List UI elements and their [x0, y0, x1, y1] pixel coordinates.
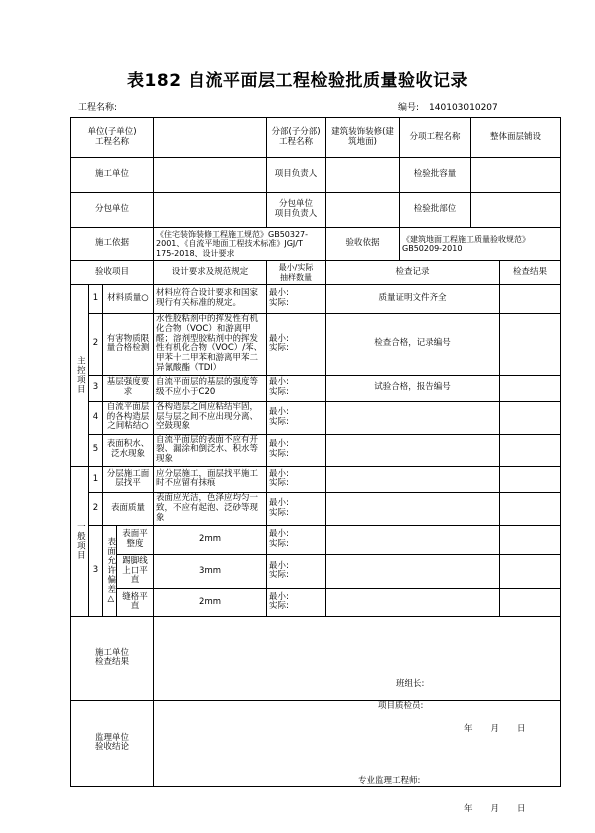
team-leader-label: 班组长: — [396, 679, 425, 690]
construction-result-area[interactable] — [154, 616, 561, 735]
item-record[interactable] — [326, 588, 500, 616]
item-requirement: 水性胶粘剂中的挥发性有机化合物（VOC）和游离甲醛；溶剂型胶粘剂中的挥发性有机化合物（VOC）/苯、甲苯十二甲苯和游离甲苯二异氰酸酯（TDI） — [154, 314, 267, 376]
table-row — [71, 554, 561, 588]
deviation-value: 3mm — [154, 554, 267, 588]
inspection-form-table — [70, 117, 561, 815]
unit-name-label: 单位(子单位) 工程名称 — [71, 118, 154, 158]
item-sample: 最小: 实际: — [267, 492, 326, 525]
item-requirement: 材料应符合设计要求和国家现行有关标准的规定。 — [154, 285, 267, 314]
subdivision-label: 分部(子分部) 工程名称 — [267, 118, 326, 158]
header-row-subcontract — [71, 193, 561, 228]
item-record — [326, 401, 500, 434]
quality-inspector-label: 项目质检员: — [378, 701, 424, 712]
batch-part-value[interactable] — [471, 193, 561, 228]
item-record[interactable] — [326, 466, 500, 492]
construction-date: 年 月 日 — [464, 724, 526, 735]
col-sample-header: 最小/实际 抽样数量 — [267, 261, 326, 285]
item-number: 3 — [89, 525, 103, 616]
column-header-row — [71, 261, 561, 285]
construction-unit-value[interactable] — [154, 158, 267, 193]
header-row-unit — [71, 118, 561, 158]
subitem-label: 分项工程名称 — [400, 118, 471, 158]
item-requirement: 自流平面层的表面不应有开裂、漏涂和倒泛水、积水等现象 — [154, 434, 267, 466]
page-title: 表182 自流平面层工程检验批质量验收记录 — [127, 71, 468, 91]
project-manager-value[interactable] — [326, 158, 400, 193]
deviation-value: 2mm — [154, 525, 267, 554]
col-requirement-header: 设计要求及规范规定 — [154, 261, 267, 285]
item-sample: 最小: 实际: — [267, 525, 326, 554]
supervision-row — [71, 700, 561, 786]
col-record-header: 检查记录 — [326, 261, 500, 285]
item-record: 试验合格，报告编号 — [326, 375, 500, 401]
construction-unit-label: 施工单位 — [71, 158, 154, 193]
table-row — [71, 588, 561, 616]
item-record[interactable] — [326, 525, 500, 554]
item-result[interactable] — [500, 588, 561, 616]
item-sample: 最小: 实际: — [267, 466, 326, 492]
supervisor-label: 专业监理工程师: — [358, 776, 421, 787]
basis-value: 《住宅装饰装修工程施工规范》GB50327-2001、《自流平地面工程技术标准》JGJ/T 175-2018、设计要求 — [154, 228, 326, 261]
batch-capacity-label: 检验批容量 — [400, 158, 471, 193]
deviation-item-name: 踢脚线上口平直 — [117, 554, 154, 588]
deviation-group-label: 表面允许偏差△ — [103, 525, 117, 616]
item-name: 自流平面层的各构造层之间粘结○ — [103, 401, 154, 434]
table-row — [71, 466, 561, 492]
item-name: 基层强度要求 — [103, 375, 154, 401]
item-result[interactable] — [500, 314, 561, 376]
item-record[interactable] — [326, 492, 500, 525]
supervision-date: 年 月 日 — [464, 804, 526, 815]
project-manager-label: 项目负责人 — [267, 158, 326, 193]
batch-part-label: 检验批部位 — [400, 193, 471, 228]
table-row — [71, 375, 561, 401]
subcontract-manager-value[interactable] — [326, 193, 400, 228]
item-number: 2 — [89, 492, 103, 525]
supervision-label: 监理单位 验收结论 — [71, 700, 154, 786]
item-name: 表面质量 — [103, 492, 154, 525]
item-requirement: 各构造层之间应粘结牢固，层与层之间不应出现分离、空鼓现象 — [154, 401, 267, 434]
item-record: 质量证明文件齐全 — [326, 285, 500, 314]
item-sample: 最小: 实际: — [267, 434, 326, 466]
table-row — [71, 492, 561, 525]
item-sample: 最小: 实际: — [267, 375, 326, 401]
table-row — [71, 314, 561, 376]
construction-check-row — [71, 616, 561, 700]
item-number: 2 — [89, 314, 103, 376]
acceptance-basis-value: 《建筑地面工程施工质量验收规范》GB50209-2010 — [400, 228, 561, 261]
header-row-construction — [71, 158, 561, 193]
subcontract-unit-value[interactable] — [154, 193, 267, 228]
item-record[interactable] — [326, 554, 500, 588]
main-group-label: 主控项目 — [71, 285, 89, 467]
header-row-basis — [71, 228, 561, 261]
item-sample: 最小: 实际: — [267, 588, 326, 616]
item-requirement: 应分层施工，面层找平施工时不应留有抹痕 — [154, 466, 267, 492]
subcontract-manager-label: 分包单位 项目负责人 — [267, 193, 326, 228]
construction-result-label: 施工单位 检查结果 — [71, 616, 154, 700]
project-name-label: 工程名称: — [78, 103, 118, 113]
table-row — [71, 434, 561, 466]
serial-number — [398, 100, 498, 113]
item-number: 1 — [89, 466, 103, 492]
col-result-header: 检查结果 — [500, 261, 561, 285]
item-result[interactable] — [500, 285, 561, 314]
serial-label: 编号: — [398, 103, 420, 113]
supervision-area[interactable] — [154, 700, 561, 815]
unit-name-value[interactable] — [154, 118, 267, 158]
item-number: 3 — [89, 375, 103, 401]
item-result[interactable] — [500, 525, 561, 554]
subitem-value: 整体面层铺设 — [471, 118, 561, 158]
item-result[interactable] — [500, 492, 561, 525]
item-record: 检查合格，记录编号 — [326, 314, 500, 376]
table-row — [71, 525, 561, 554]
batch-capacity-value[interactable] — [471, 158, 561, 193]
item-number: 1 — [89, 285, 103, 314]
col-item-header: 验收项目 — [71, 261, 154, 285]
basis-label: 施工依据 — [71, 228, 154, 261]
item-result[interactable] — [500, 401, 561, 434]
item-name: 表面积水、泛水现象 — [103, 434, 154, 466]
item-number: 4 — [89, 401, 103, 434]
item-name: 分层施工面层找平 — [103, 466, 154, 492]
item-sample: 最小: 实际: — [267, 314, 326, 376]
deviation-item-name: 表面平整度 — [117, 525, 154, 554]
item-name: 材料质量○ — [103, 285, 154, 314]
item-result[interactable] — [500, 434, 561, 466]
acceptance-basis-label: 验收依据 — [326, 228, 400, 261]
item-sample: 最小: 实际: — [267, 401, 326, 434]
item-record — [326, 434, 500, 466]
serial-value: 140103010207 — [429, 103, 498, 113]
item-result[interactable] — [500, 375, 561, 401]
deviation-item-name: 缝格平直 — [117, 588, 154, 616]
item-requirement: 表面应光洁，色泽应均匀一致，不应有起泡、泛砂等现象 — [154, 492, 267, 525]
general-group-label: 一般项目 — [71, 466, 89, 616]
table-row — [71, 285, 561, 314]
item-result[interactable] — [500, 554, 561, 588]
item-requirement: 自流平面层的基层的强度等级不应小于C20 — [154, 375, 267, 401]
item-number: 5 — [89, 434, 103, 466]
table-row — [71, 401, 561, 434]
subcontract-unit-label: 分包单位 — [71, 193, 154, 228]
item-result[interactable] — [500, 466, 561, 492]
item-name: 有害物质限量合格检测 — [103, 314, 154, 376]
deviation-value: 2mm — [154, 588, 267, 616]
item-sample: 最小: 实际: — [267, 554, 326, 588]
item-sample: 最小: 实际: — [267, 285, 326, 314]
subdivision-value: 建筑装饰装修(建筑地面) — [326, 118, 400, 158]
